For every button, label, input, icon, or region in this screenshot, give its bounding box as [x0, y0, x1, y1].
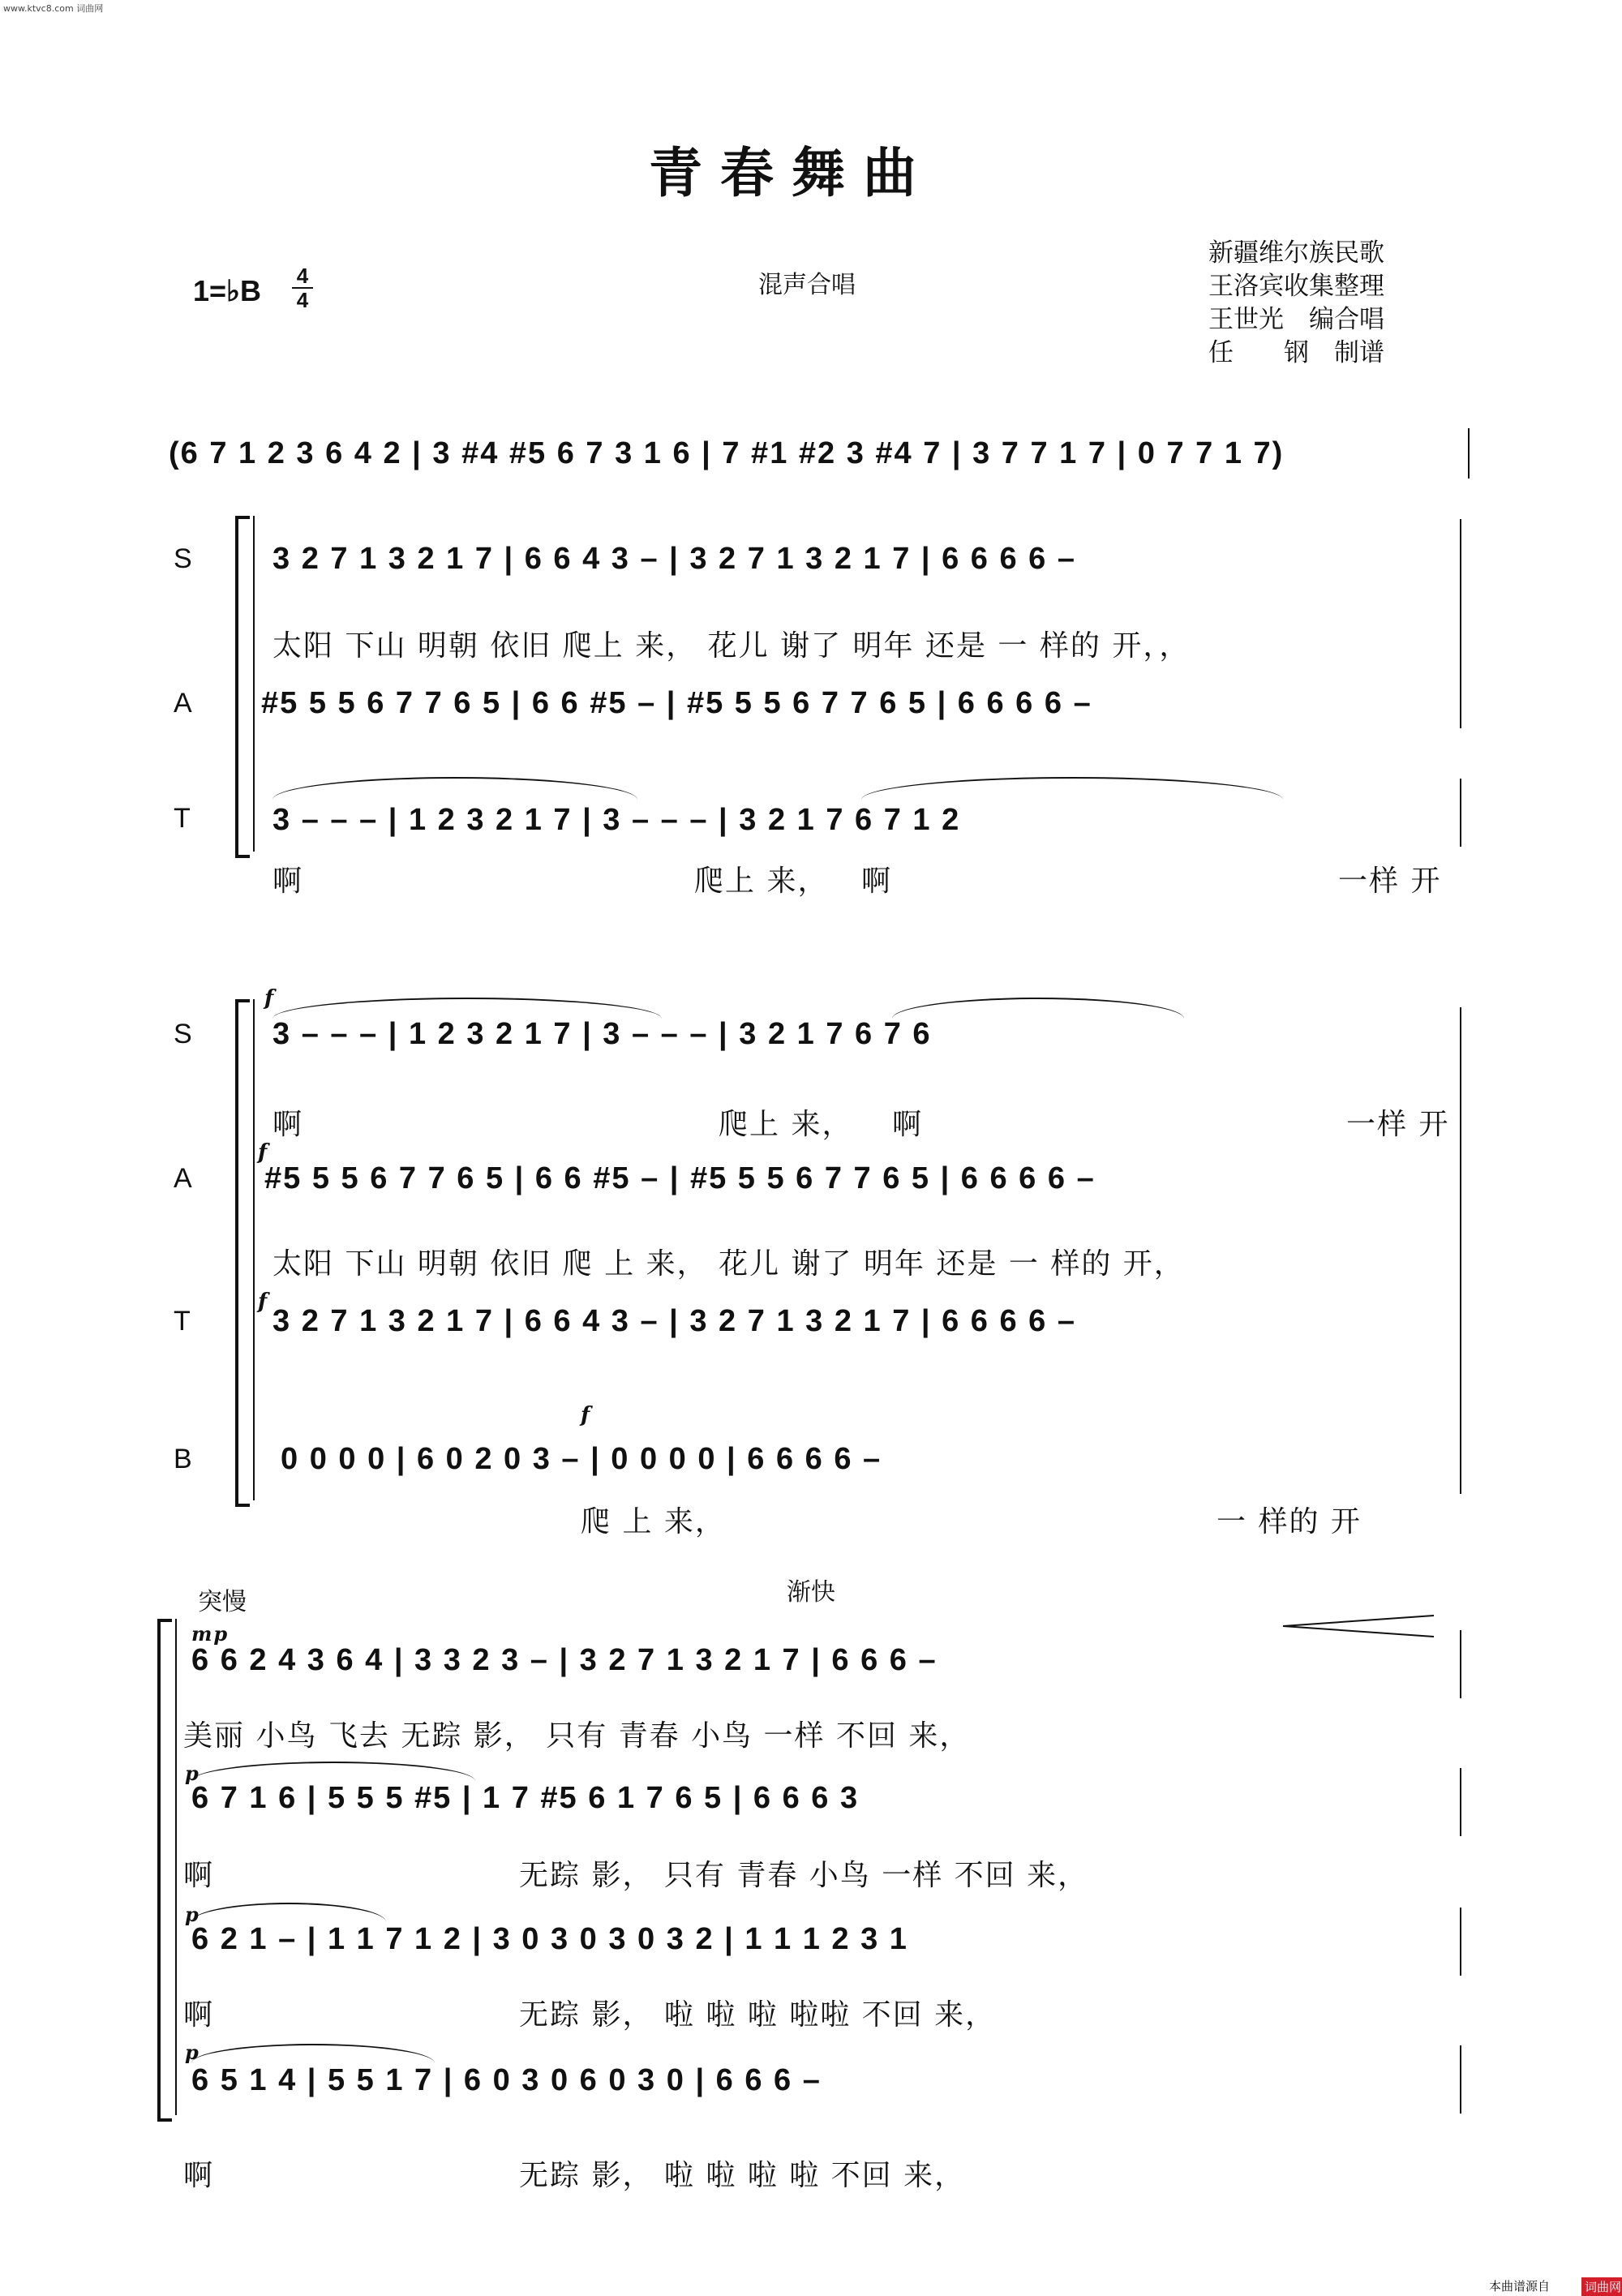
voice-label-bass-2: B — [174, 1444, 192, 1474]
system3-tenor-lyric-a: 啊 — [183, 1998, 215, 2032]
system1-tenor-notes: 3 – – – | 1 2 3 2 1 7 | 3 – – – | 3 2 1 7 6 7 1 2 — [272, 803, 961, 837]
system1-bracket — [235, 516, 250, 858]
system2-bass-lyric-b: 一 样的 开 — [1216, 1505, 1362, 1539]
system3-bass-lyric-b: 无踪 影， 啦 啦 啦 啦 不回 来， — [519, 2159, 966, 2192]
system2-soprano-lyric-d: 一样 开 — [1346, 1108, 1450, 1141]
system3-soprano-notes: 6 6 2 4 3 6 4 | 3 3 2 3 – | 3 2 7 1 3 2 1 7 | 6 6 6 – — [191, 1643, 938, 1677]
system3-dynamic-mp: mp — [191, 1622, 230, 1646]
system3-end-barline-s — [1460, 1630, 1461, 1698]
system3-bass-lyric-a: 啊 — [183, 2159, 215, 2192]
system2-soprano-lyric-a: 啊 — [272, 1108, 304, 1141]
intro-end-barline — [1468, 428, 1470, 479]
s3-alto-slur — [191, 1762, 475, 1781]
system3-dynamic-p-bass: p — [185, 2041, 200, 2064]
system3-end-barline-a — [1460, 1768, 1461, 1836]
system3-alto-lyric-a: 啊 — [183, 1859, 215, 1892]
watermark: www.ktvc8.com 词曲网 — [3, 3, 104, 14]
voice-label-alto-2: A — [174, 1163, 192, 1194]
system2-bass-notes: 0 0 0 0 | 6 0 2 0 3 – | 0 0 0 0 | 6 6 6 6 – — [281, 1442, 882, 1476]
system1-start-barline — [253, 516, 255, 852]
system1-tenor-lyric-d: 一样 开 — [1338, 865, 1442, 898]
system1-soprano-notes: 3 2 7 1 3 2 1 7 | 6 6 4 3 – | 3 2 7 1 3 2 1 7 | 6 6 6 6 – — [272, 542, 1076, 576]
system1-tenor-lyric-b: 爬上 来， — [694, 865, 829, 898]
system2-soprano-lyric-b: 爬上 来， — [719, 1108, 853, 1141]
meter-top: 4 — [296, 264, 309, 288]
system2-bracket — [235, 999, 250, 1507]
s3-bass-slur — [191, 2044, 435, 2063]
system2-alto-lyrics: 太阳 下山 明朝 依旧 爬 上 来， 花儿 谢了 明年 还是 一 样的 开， — [272, 1247, 1185, 1281]
system3-bracket — [157, 1619, 172, 2122]
credit-engraver: 任 钢 制谱 — [1208, 338, 1384, 367]
page-title: 青春舞曲 — [649, 141, 934, 204]
system3-alto-lyric-b: 无踪 影， 只有 青春 小鸟 一样 不回 来， — [519, 1859, 1089, 1892]
tenor-slur-1 — [272, 777, 637, 800]
voice-label-tenor-2: T — [174, 1306, 191, 1337]
system2-alto-notes: #5 5 5 6 7 7 6 5 | 6 6 #5 – | #5 5 5 6 7 7 6 5 | 6 6 6 6 – — [264, 1161, 1096, 1195]
system3-tenor-notes: 6 2 1 – | 1 1 7 1 2 | 3 0 3 0 3 0 3 2 | 1 1 1 2 3 1 — [191, 1922, 908, 1956]
system1-tenor-lyric-c: 啊 — [861, 865, 893, 898]
system2-dynamic-a: f — [258, 1140, 269, 1165]
voice-label-tenor: T — [174, 803, 191, 834]
system3-dynamic-p-tenor: p — [185, 1903, 200, 1926]
tempo-marking-sudden-slow: 突慢 — [198, 1588, 247, 1616]
voice-label-soprano-2: S — [174, 1019, 192, 1049]
system2-dynamic-t: f — [258, 1290, 269, 1314]
system2-bass-lyric-a: 爬 上 来， — [581, 1505, 726, 1539]
system2-tenor-notes: 3 2 7 1 3 2 1 7 | 6 6 4 3 – | 3 2 7 1 3 2 1 7 | 6 6 6 6 – — [272, 1304, 1076, 1338]
system1-end-barline-lower — [1460, 779, 1461, 847]
tenor-slur-2 — [861, 777, 1283, 800]
tempo-marking-accelerando: 渐快 — [787, 1578, 835, 1607]
key-signature: 1=♭B — [193, 274, 262, 307]
genre-label: 混声合唱 — [758, 271, 856, 299]
system1-soprano-lyrics: 太阳 下山 明朝 依旧 爬上 来， 花儿 谢了 明年 还是 一 样的 开，， — [272, 629, 1191, 663]
system3-bass-notes: 6 5 1 4 | 5 5 1 7 | 6 0 3 0 6 0 3 0 | 6 6 6 – — [191, 2063, 822, 2097]
s2-soprano-slur-1 — [272, 998, 662, 1019]
voice-label-alto: A — [174, 688, 192, 719]
system3-dynamic-p-alto: p — [185, 1762, 200, 1785]
system3-start-barline — [175, 1619, 177, 2115]
system2-soprano-notes: 3 – – – | 1 2 3 2 1 7 | 3 – – – | 3 2 1 7 6 7 6 — [272, 1017, 932, 1051]
system2-dynamic-s: f — [264, 986, 276, 1011]
s2-soprano-slur-2 — [892, 998, 1184, 1019]
system1-tenor-lyric-a: 啊 — [272, 865, 304, 898]
footer-source-text: 本曲谱源自 — [1489, 2279, 1551, 2294]
system3-soprano-lyrics: 美丽 小鸟 飞去 无踪 影， 只有 青春 小鸟 一样 不回 来， — [183, 1719, 971, 1753]
system1-end-barline-upper — [1460, 519, 1461, 728]
credit-arranger: 王世光 编合唱 — [1208, 305, 1384, 334]
crescendo-hairpin — [1281, 1614, 1435, 1638]
system2-end-barline — [1460, 1007, 1461, 1494]
system2-soprano-lyric-c: 啊 — [892, 1108, 924, 1141]
system3-alto-notes: 6 7 1 6 | 5 5 5 #5 | 1 7 #5 6 1 7 6 5 | 6 6 6 3 — [191, 1781, 860, 1815]
credit-collector: 王洛宾收集整理 — [1208, 272, 1384, 301]
s3-tenor-slur — [191, 1903, 386, 1922]
time-signature — [292, 264, 313, 311]
credit-origin: 新疆维尔族民歌 — [1208, 238, 1384, 268]
system2-dynamic-b: f — [581, 1403, 592, 1427]
system3-end-barline-t — [1460, 1908, 1461, 1976]
system2-start-barline — [253, 999, 255, 1500]
voice-label-soprano: S — [174, 543, 192, 574]
footer-site-badge[interactable]: 词曲网 — [1581, 2277, 1622, 2296]
system3-tenor-lyric-b: 无踪 影， 啦 啦 啦 啦啦 不回 来， — [519, 1998, 997, 2032]
system3-end-barline-b — [1460, 2045, 1461, 2114]
intro-notes: (6 7 1 2 3 6 4 2 | 3 #4 #5 6 7 3 1 6 | 7 #1 #2 3 #4 7 | 3 7 7 1 7 | 0 7 7 1 7) — [169, 436, 1285, 470]
system1-alto-notes: #5 5 5 6 7 7 6 5 | 6 6 #5 – | #5 5 5 6 7 7 6 5 | 6 6 6 6 – — [261, 686, 1092, 720]
meter-bottom: 4 — [296, 288, 309, 312]
